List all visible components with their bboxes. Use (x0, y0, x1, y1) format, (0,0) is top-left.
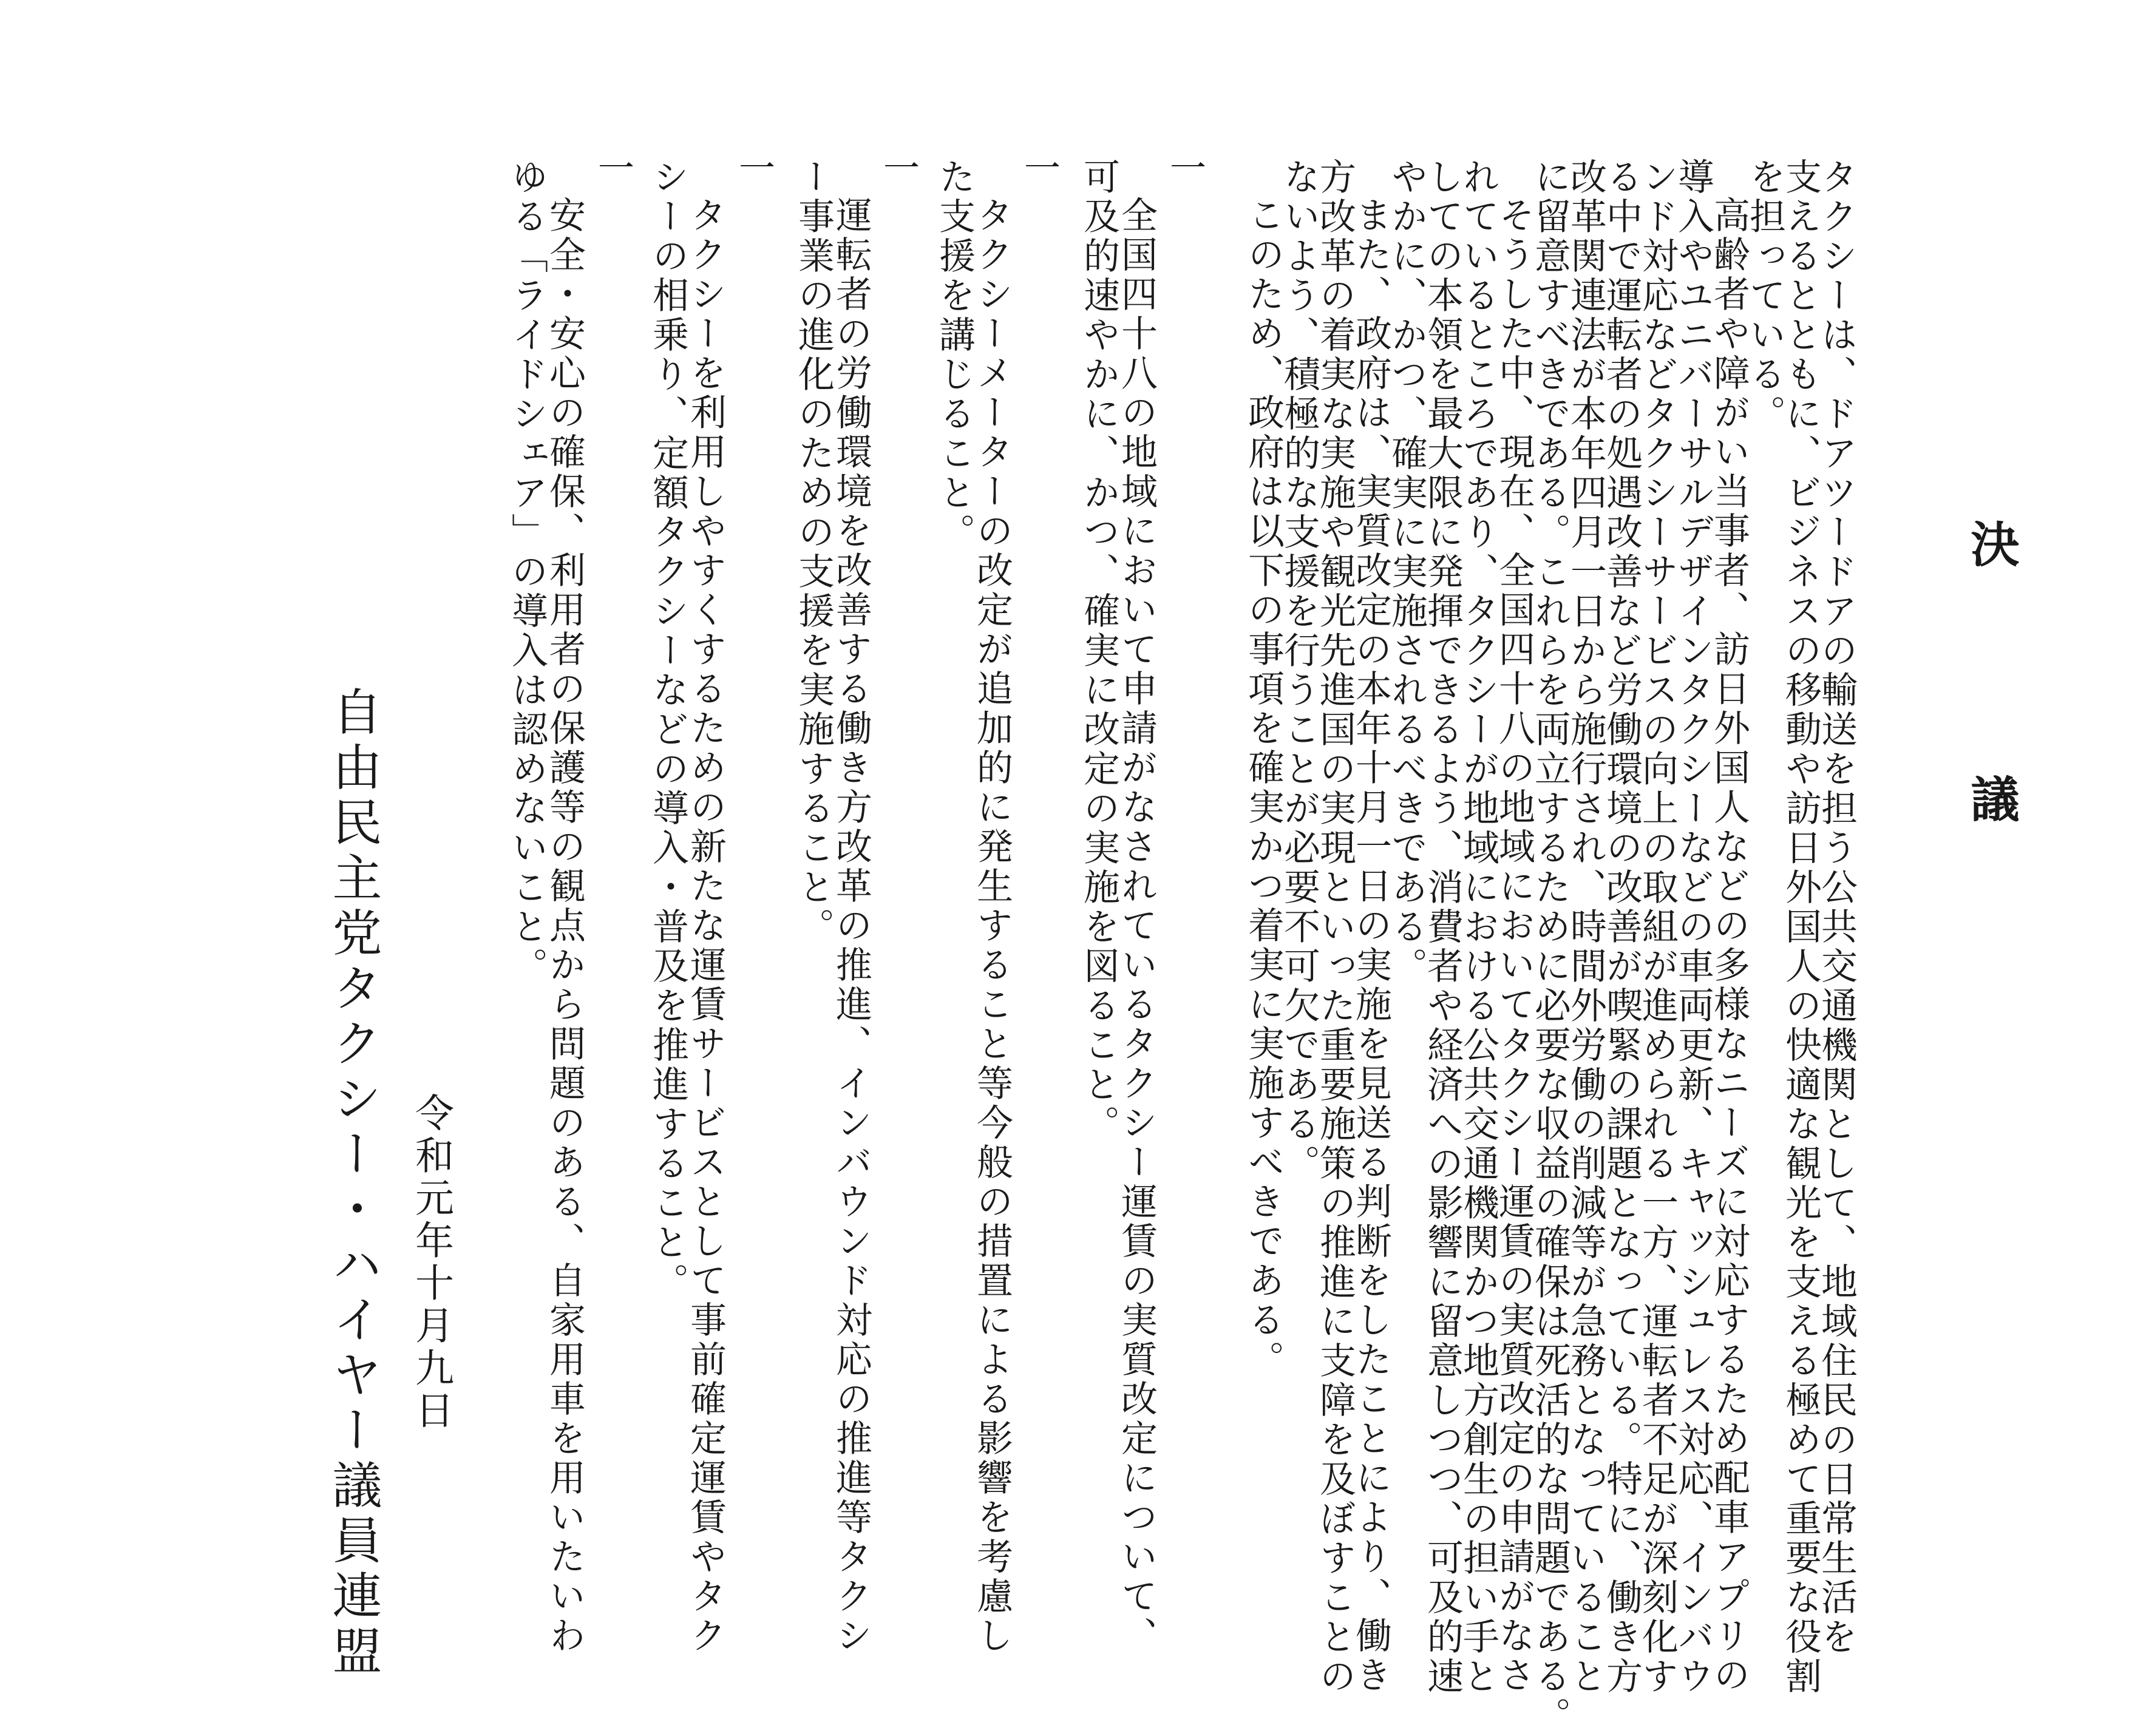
preamble-line: 支えるとともに、ビジネスの移動や訪日外国人の快適な観光を支える極めて重要な役割 (1779, 158, 1822, 1697)
item-marker: 一 (1164, 149, 1206, 185)
preamble-line: 高齢者や障がい当事者、訪日外国人などの多様なニーズに対応するため配車アプリの (1708, 196, 1750, 1695)
item-line: 安全・安心の確保、利用者の保護等の観点から問題のある、自家用車を用いたいわ (543, 196, 586, 1656)
preamble-line: タクシーは、ドアツードアの輸送を担う公共交通機関として、地域住民の日常生活を (1815, 158, 1858, 1657)
preamble-line: る中で運転者の処遇改善など労働環境の改善が喫緊の課題となっている。特に、働き方 (1600, 158, 1643, 1697)
preamble-line: 導入やユニバーサルデザインタクシーなどの車両更新、キャッシュレス対応、インバウ (1672, 158, 1714, 1697)
preamble-line: このため、政府は以下の事項を確実かつ着実に実施すべきである。 (1242, 196, 1285, 1380)
signature-organization: 自由民主党タクシー・ハイヤー議員連盟 (324, 686, 382, 1680)
item-line: タクシーメーターの改定が追加的に発生すること等今般の措置による影響を考慮し (971, 196, 1013, 1656)
preamble-line: しての本領を最大限に発揮できるよう、消費者や経済への影響に留意しつつ、可及的速 (1421, 158, 1464, 1697)
preamble-line: また、政府は、実質改定の本年十月一日の実施を見送る判断をしたことにより、働き (1350, 196, 1392, 1695)
item-marker: 一 (733, 149, 775, 185)
preamble-line: に留意すべきである。これらを両立するために必要な収益の確保は死活的な問題である。 (1529, 158, 1571, 1736)
item-line: 運転者の労働環境を改善する働き方改革の推進、インバウンド対応の推進等タクシ (830, 196, 872, 1656)
item-line: た支援を講じること。 (933, 158, 976, 552)
item-line: ゆる「ライドシェア」の導入は認めないこと。 (506, 158, 548, 986)
item-line: シーの相乗り、定額タクシーなどの導入・普及を推進すること。 (647, 158, 689, 1302)
item-line: 全国四十八の地域において申請がなされているタクシー運賃の実質改定について、 (1115, 196, 1158, 1656)
preamble-line: を担っている。 (1744, 158, 1786, 434)
item-line: タクシーを利用しやすくするための新たな運賃サービスとして事前確定運賃やタク (684, 196, 727, 1656)
document-title: 決 議 (1963, 519, 2020, 901)
preamble-line: そうした中、現在、全国四十八の地域においてタクシー運賃の実質改定の申請がなさ (1493, 196, 1535, 1695)
preamble-line: 改革関連法が本年四月一日から施行され、時間外労働の削減等が急務となっていること (1564, 158, 1607, 1697)
item-line: ー事業の進化のための支援を実施すること。 (792, 158, 835, 947)
preamble-line: やかに、かつ、確実に実施されるべきである。 (1385, 158, 1428, 986)
preamble-line: ないよう、積極的な支援を行うことが必要不可欠である。 (1278, 158, 1320, 1184)
item-marker: 一 (877, 149, 920, 185)
preamble-line: ンド対応などタクシーサービスの向上の取組が進められる一方、運転者不足が深刻化す (1636, 158, 1679, 1697)
item-marker: 一 (592, 149, 634, 185)
item-line: 可及的速やかに、かつ、確実に改定の実施を図ること。 (1078, 158, 1120, 1144)
preamble-line: 方改革の着実な実施や観光先進国の実現といった重要施策の推進に支障を及ぼすことの (1314, 158, 1356, 1697)
document-date: 令和元年十月九日 (409, 1093, 453, 1433)
preamble-line: れているところであり、タクシーが地域における公共交通機関かつ地方創生の担い手と (1457, 158, 1499, 1697)
item-marker: 一 (1018, 149, 1061, 185)
